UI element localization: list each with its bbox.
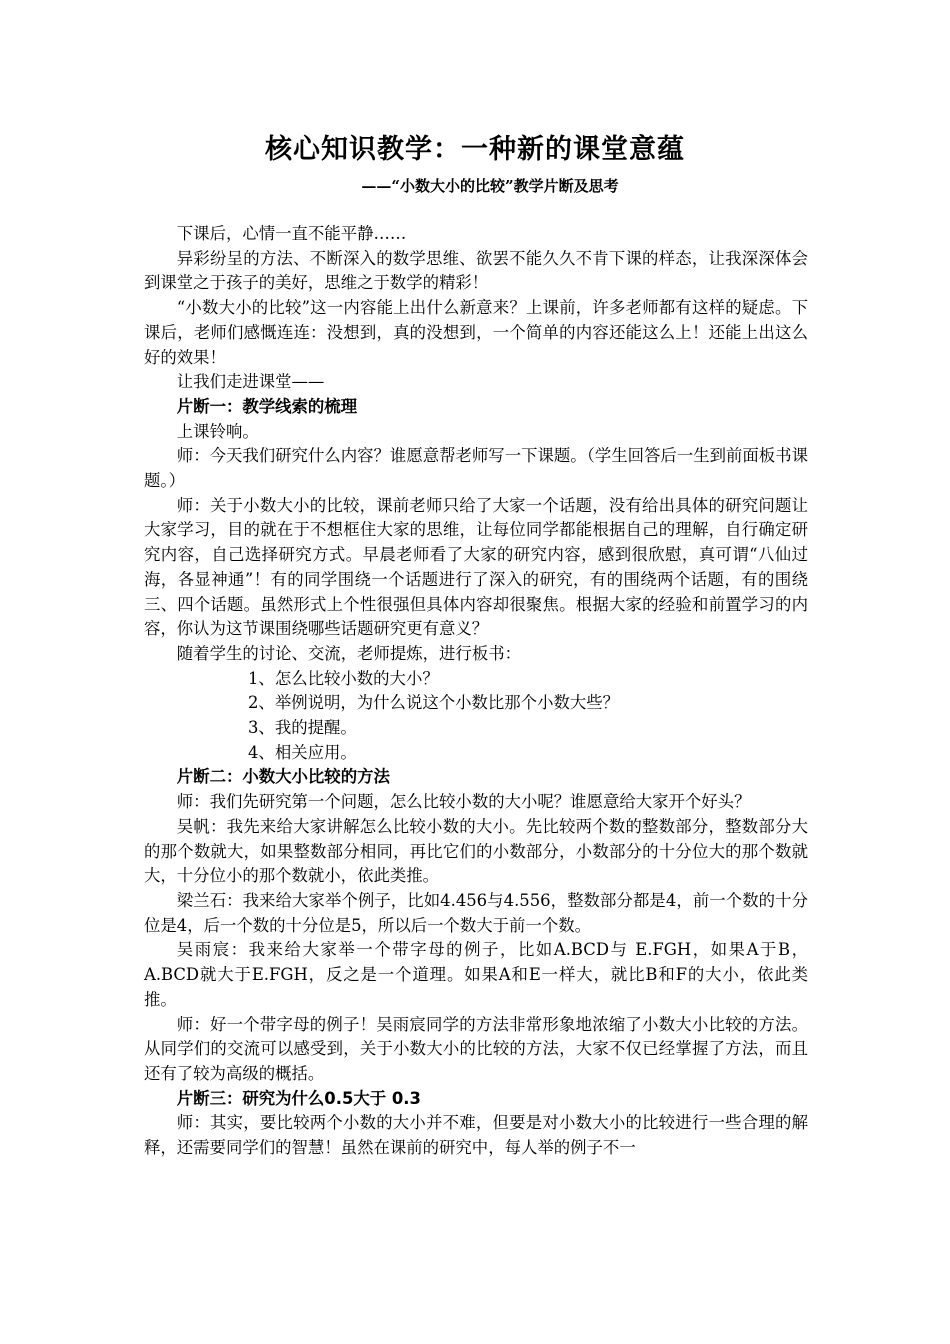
paragraph: 师：好一个带字母的例子！吴雨宸同学的方法非常形象地浓缩了小数大小比较的方法。从同学们的交流可以感受到，关于小数大小的比较的方法，大家不仅已经掌握了方法，而且还有了较为高级的概括。 (144, 1014, 808, 1083)
paragraph: 异彩纷呈的方法、不断深入的数学思维、欲罢不能久久不肯下课的样态，让我深深体会到课堂之于孩子的美好，思维之于数学的精彩！ (144, 248, 808, 293)
paragraph: 随着学生的讨论、交流，老师提炼，进行板书： (176, 643, 521, 663)
section-heading: 片断三：研究为什么0.5大于 0.3 (176, 1088, 421, 1108)
list-item: 4、相关应用。 (248, 742, 357, 762)
document-body (144, 222, 808, 1161)
document-title: 核心知识教学：一种新的课堂意蕴 (265, 134, 685, 165)
list-item: 3、我的提醒。 (248, 718, 357, 738)
section-heading: 片断二：小数大小比较的方法 (176, 767, 390, 787)
paragraph: 下课后，心情一直不能平静…… (176, 224, 407, 243)
paragraph: 师：我们先研究第一个问题，怎么比较小数的大小呢？谁愿意给大家开个好头？ (176, 792, 751, 812)
document-subtitle: ——“小数大小的比较”教学片断及思考 (361, 177, 619, 195)
paragraph: “小数大小的比较”这一内容能上出什么新意来？上课前，许多老师都有这样的疑虑。下课后，老师们感慨连连：没想到，真的没想到，一个简单的内容还能这么上！还能上出这么好的效果！ (144, 298, 808, 367)
paragraph: 师：今天我们研究什么内容？谁愿意帮老师写一下课题。（学生回答后一生到前面板书课题。） (144, 446, 808, 491)
paragraph: 让我们走进课堂—— (176, 372, 325, 392)
section-heading: 片断一：教学线索的梳理 (176, 396, 358, 416)
list-item: 1、怎么比较小数的大小？ (248, 668, 439, 688)
list-item: 2、举例说明，为什么说这个小数比那个小数大些？ (248, 693, 620, 713)
paragraph: 梁兰石：我来给大家举个例子，比如4.456与4.556，整数部分都是4，前一个数的十分位是4，后一个数的十分位是5，所以后一个数大于前一个数。 (144, 890, 808, 935)
paragraph: 师：关于小数大小的比较，课前老师只给了大家一个话题，没有给出具体的研究问题让大家学习，目的就在于不想框住大家的思维，让每位同学都能根据自己的理解，自行确定研究内容，自己选择研究方式。早晨老师看了大家的研究内容，感到很欣慰，真可谓“八仙过海，各显神通”！有的同学围绕一个话题进行了深入的研究，有的围绕两个话题，有的围绕三、四个话题。虽然形式上个性很强但具体内容却很聚焦。根据大家的经验和前置学习的内容，你认为这节课围绕哪些话题研究更有意义？ (144, 495, 808, 639)
paragraph: 吴雨宸：我来给大家举一个带字母的例子，比如A.BCD与 E.FGH，如果A于B，A.BCD就大于E.FGH，反之是一个道理。如果A和E一样大，就比B和F的大小，依此类推。 (144, 940, 808, 1009)
paragraph: 吴帆：我先来给大家讲解怎么比较小数的大小。先比较两个数的整数部分，整数部分大的那个数就大，如果整数部分相同，再比它们的小数部分，小数部分的十分位大的那个数就大，十分位小的那个数就小，依此类推。 (144, 816, 808, 886)
paragraph: 上课铃响。 (176, 421, 259, 441)
paragraph: 师：其实，要比较两个小数的大小并不难，但要是对小数大小的比较进行一些合理的解释，还需要同学们的智慧！虽然在课前的研究中，每人举的例子不一 (144, 1113, 808, 1158)
